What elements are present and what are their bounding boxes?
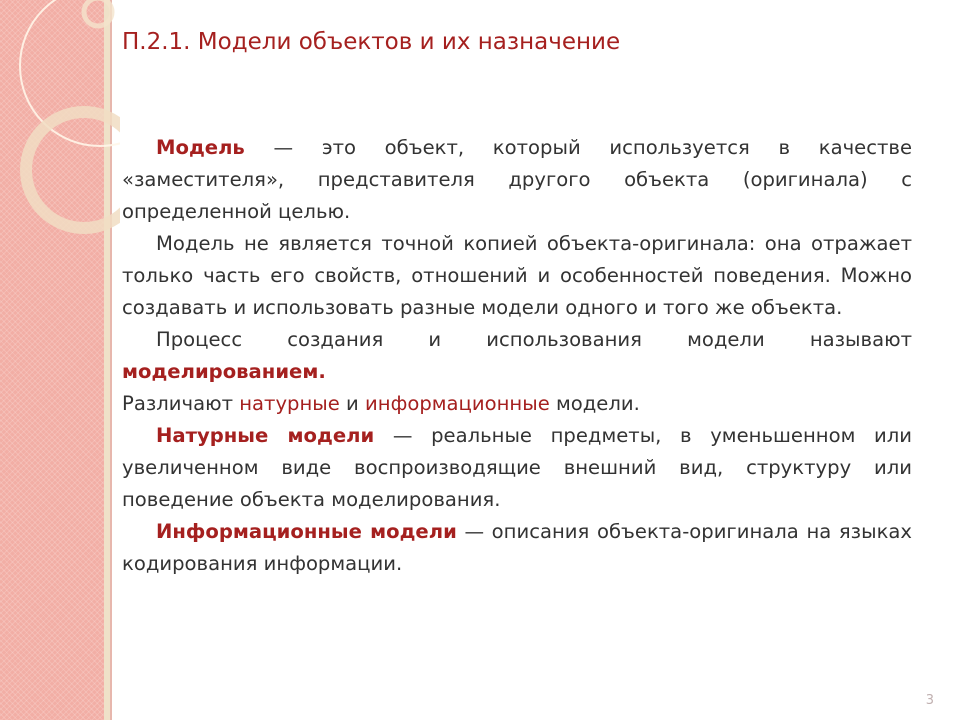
paragraph-informational-models	[122, 516, 912, 580]
model-definition-text: — это объект, который используется в качестве «заместителя», представителя другого объекта (оригинала) с определенной целью.	[122, 136, 912, 223]
model-kinds-after: модели.	[549, 392, 640, 415]
informational-models-text: — описания объекта-оригинала на языках кодирования информации.	[122, 520, 913, 575]
term-modeling: моделированием.	[122, 360, 326, 383]
paragraph-model-definition	[122, 132, 912, 228]
term-natural: натурные	[239, 392, 340, 415]
paragraph-natural-models	[122, 420, 912, 516]
thick-ring	[26, 112, 120, 228]
paragraph-modeling-process	[122, 324, 912, 388]
natural-models-text: — реальные предметы, в уменьшенном или увеличенном виде воспроизводящие внешний вид, структуру или поведение объекта моделирования.	[122, 424, 913, 511]
small-ring	[84, 0, 112, 26]
paragraph-model-copy: Модель не является точной копией объекта-оригинала: она отражает только часть его свойств, отношений и особенностей поведения. Можно создавать и использовать разные модели одного и того же объекта.	[122, 232, 912, 319]
paragraph-model-kinds	[122, 388, 912, 420]
term-informational: информационные	[365, 392, 550, 415]
model-kinds-before: Различают	[122, 392, 240, 415]
page-title: П.2.1. Модели объектов и их назначение	[122, 29, 621, 55]
term-natural-models: Натурные модели	[156, 424, 375, 447]
decorative-rings	[0, 0, 120, 260]
term-informational-models: Информационные модели	[156, 520, 457, 543]
modeling-process-text: Процесс создания и использования модели называют	[156, 328, 912, 351]
body-text	[122, 132, 912, 580]
model-kinds-middle: и	[339, 392, 366, 415]
page-number: 3	[925, 693, 934, 708]
term-model: Модель	[156, 136, 245, 159]
